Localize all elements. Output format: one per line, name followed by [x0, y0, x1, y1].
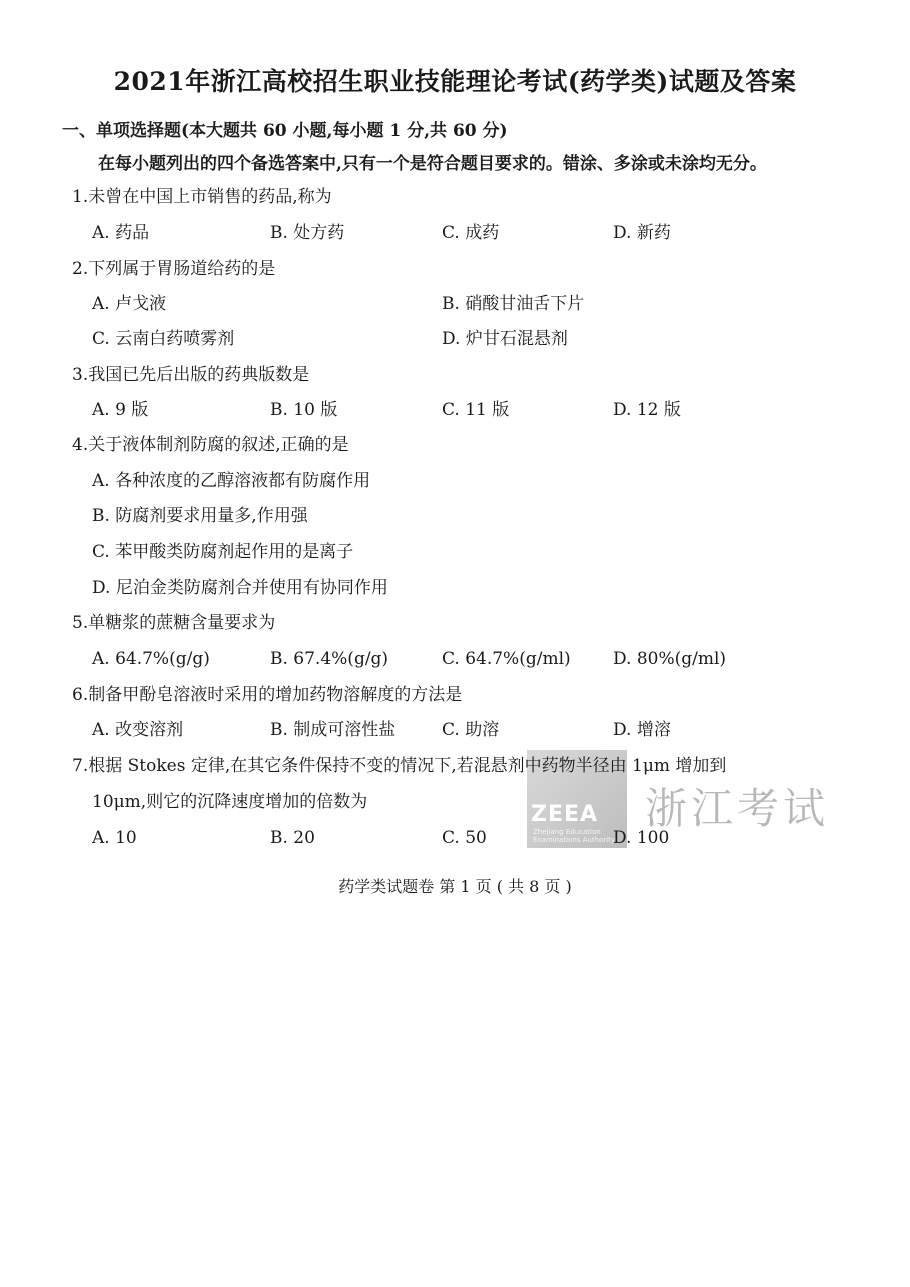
- document-title: 2021年浙江高校招生职业技能理论考试(药学类)试题及答案: [113, 67, 797, 96]
- option-6a: A. 改变溶剂: [92, 720, 184, 740]
- option-1a: A. 药品: [92, 223, 150, 243]
- question-stem-6: 6.制备甲酚皂溶液时采用的增加药物溶解度的方法是: [72, 685, 463, 705]
- option-5c: C. 64.7%(g/ml): [442, 649, 571, 669]
- option-3b: B. 10 版: [270, 400, 338, 420]
- option-4c: C. 苯甲酸类防腐剂起作用的是离子: [92, 542, 354, 562]
- question-stem-7-cont: 10μm,则它的沉降速度增加的倍数为: [92, 792, 368, 812]
- option-3a: A. 9 版: [92, 400, 149, 420]
- question-stem-2: 2.下列属于胃肠道给药的是: [72, 259, 276, 279]
- question-stem-7: 7.根据 Stokes 定律,在其它条件保持不变的情况下,若混悬剂中药物半径由 1μm 增加到: [72, 756, 727, 776]
- watermark-logo: ZEEA: [531, 802, 599, 827]
- option-3c: C. 11 版: [442, 400, 510, 420]
- instructions: 在每小题列出的四个备选答案中,只有一个是符合题目要求的。错涂、多涂或未涂均无分。: [98, 154, 767, 174]
- option-6d: D. 增溶: [613, 720, 671, 740]
- option-5b: B. 67.4%(g/g): [270, 649, 389, 669]
- option-4b: B. 防腐剂要求用量多,作用强: [92, 506, 308, 526]
- option-4a: A. 各种浓度的乙醇溶液都有防腐作用: [92, 471, 371, 491]
- watermark-subtitle: Zhejiang Education Examinations Authority: [533, 828, 616, 844]
- option-2a: A. 卢戈液: [92, 294, 167, 314]
- question-stem-4: 4.关于液体制剂防腐的叙述,正确的是: [72, 435, 349, 455]
- option-6c: C. 助溶: [442, 720, 500, 740]
- watermark-text: 浙江考试: [645, 784, 830, 833]
- option-2d: D. 炉甘石混悬剂: [442, 329, 568, 349]
- option-7d: D. 100: [613, 828, 670, 848]
- option-7a: A. 10: [92, 828, 137, 848]
- option-2b: B. 硝酸甘油舌下片: [442, 294, 585, 314]
- option-7c: C. 50: [442, 828, 487, 848]
- option-3d: D. 12 版: [613, 400, 681, 420]
- page-footer: 药学类试题卷 第 1 页 ( 共 8 页 ): [338, 877, 572, 896]
- option-2c: C. 云南白药喷雾剂: [92, 329, 235, 349]
- option-5a: A. 64.7%(g/g): [92, 649, 210, 669]
- option-4d: D. 尼泊金类防腐剂合并使用有协同作用: [92, 578, 388, 598]
- question-stem-5: 5.单糖浆的蔗糖含量要求为: [72, 613, 276, 633]
- section-heading: 一、单项选择题(本大题共 60 小题,每小题 1 分,共 60 分): [62, 121, 508, 141]
- option-1c: C. 成药: [442, 223, 500, 243]
- option-7b: B. 20: [270, 828, 315, 848]
- option-1d: D. 新药: [613, 223, 671, 243]
- question-stem-1: 1.未曾在中国上市销售的药品,称为: [72, 187, 332, 207]
- option-1b: B. 处方药: [270, 223, 345, 243]
- option-5d: D. 80%(g/ml): [613, 649, 727, 669]
- question-stem-3: 3.我国已先后出版的药典版数是: [72, 365, 310, 385]
- option-6b: B. 制成可溶性盐: [270, 720, 396, 740]
